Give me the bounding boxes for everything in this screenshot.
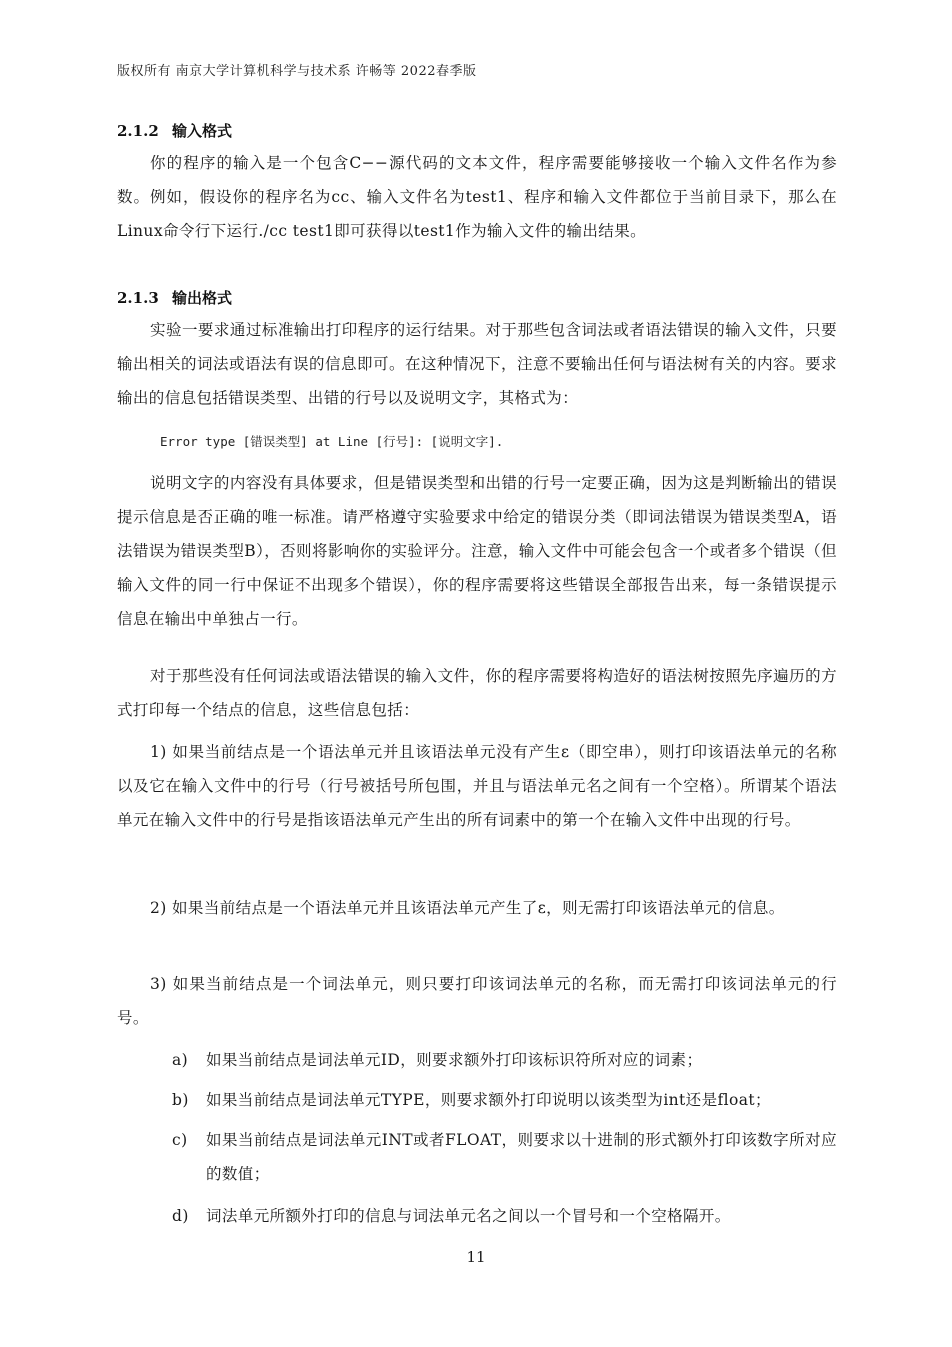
list-item-3: 3) 如果当前结点是一个词法单元，则只要打印该词法单元的名称，而无需打印该词法单元的行号。 (117, 975, 837, 1027)
paragraph-syntax-tree: 对于那些没有任何词法或语法错误的输入文件，你的程序需要将构造好的语法树按照先序遍历的方式打印每一个结点的信息，这些信息包括： (117, 667, 837, 719)
sub-item-label: d) (172, 1207, 189, 1225)
sub-item-b (172, 1083, 837, 1117)
sub-item-text: 如果当前结点是词法单元INT或者FLOAT，则要求以十进制的形式额外打印该数字所对应的数值； (206, 1131, 837, 1183)
paragraph-error-description: 说明文字的内容没有具体要求，但是错误类型和出错的行号一定要正确，因为这是判断输出的错误提示信息是否正确的唯一标准。请严格遵守实验要求中给定的错误分类（即词法错误为错误类型A，语法错误为错误类型B），否则将影响你的实验评分。注意，输入文件中可能会包含一个或者多个错误（但输入文件的同一行中保证不出现多个错误），你的程序需要将这些错误全部报告出来，每一条错误提示信息在输出中单独占一行。 (117, 474, 837, 628)
sub-item-label: c) (172, 1131, 188, 1149)
sub-item-d (172, 1199, 837, 1233)
section-heading-output-format (117, 287, 232, 308)
section-title: 输入格式 (172, 122, 233, 140)
page-header: 版权所有 南京大学计算机科学与技术系 许畅等 2022春季版 (117, 64, 477, 79)
section-title: 输出格式 (172, 289, 233, 307)
section-number: 2.1.2 (117, 122, 159, 140)
list-item-2: 2) 如果当前结点是一个语法单元并且该语法单元产生了ε，则无需打印该语法单元的信息。 (150, 899, 785, 917)
section-heading-input-format (117, 120, 232, 141)
sub-item-label: b) (172, 1091, 189, 1109)
sub-item-text: 如果当前结点是词法单元TYPE，则要求额外打印说明以该类型为int还是float； (206, 1091, 771, 1109)
error-format-code: Error type [错误类型] at Line [行号]: [说明文字]. (160, 434, 504, 449)
sub-item-text: 词法单元所额外打印的信息与词法单元名之间以一个冒号和一个空格隔开。 (206, 1207, 731, 1225)
section-number: 2.1.3 (117, 289, 159, 307)
paragraph-input-format: 你的程序的输入是一个包含C−−源代码的文本文件，程序需要能够接收一个输入文件名作为参数。例如，假设你的程序名为cc、输入文件名为test1、程序和输入文件都位于当前目录下，那么在Linux命令行下运行./cc test1即可获得以test1作为输入文件的输出结果。 (117, 154, 837, 240)
sub-item-c (172, 1123, 837, 1191)
sub-item-label: a) (172, 1051, 189, 1069)
sub-item-a (172, 1043, 837, 1077)
list-item-1: 1) 如果当前结点是一个语法单元并且该语法单元没有产生ε（即空串），则打印该语法单元的名称以及它在输入文件中的行号（行号被括号所包围，并且与语法单元名之间有一个空格）。所谓某个语法单元在输入文件中的行号是指该语法单元产生出的所有词素中的第一个在输入文件中出现的行号。 (117, 743, 837, 829)
page-number: 11 (466, 1248, 486, 1266)
paragraph-output-requirements: 实验一要求通过标准输出打印程序的运行结果。对于那些包含词法或者语法错误的输入文件，只要输出相关的词法或语法有误的信息即可。在这种情况下，注意不要输出任何与语法树有关的内容。要求输出的信息包括错误类型、出错的行号以及说明文字，其格式为： (117, 321, 837, 407)
sub-item-text: 如果当前结点是词法单元ID，则要求额外打印该标识符所对应的词素； (206, 1051, 703, 1069)
